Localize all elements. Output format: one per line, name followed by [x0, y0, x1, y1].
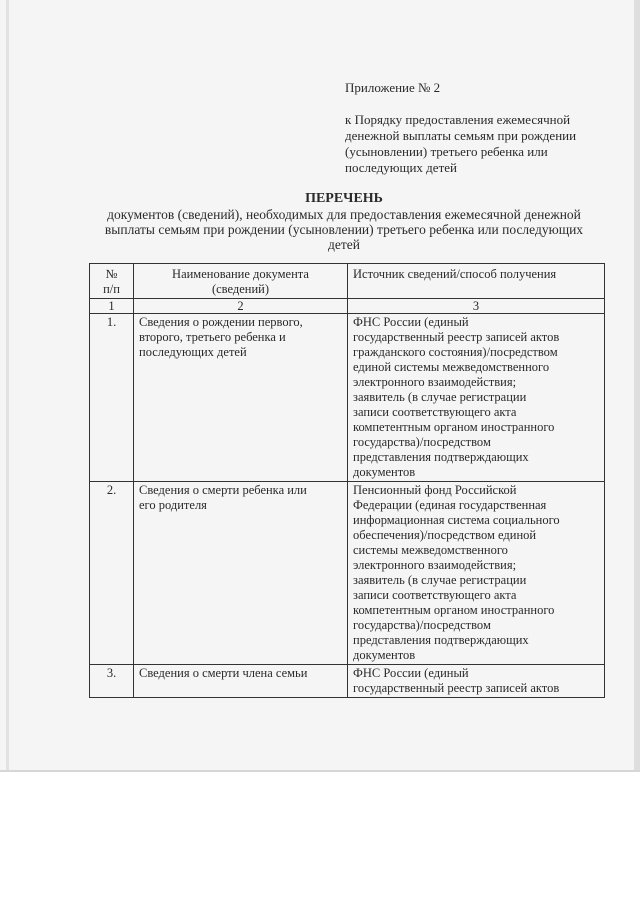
appendix-line: (усыновлении) третьего ребенка или	[345, 144, 548, 159]
row-source-line: государственный реестр записей актов	[353, 681, 560, 695]
column-number-row	[90, 299, 605, 314]
row-number: 3.	[90, 665, 134, 698]
appendix-number: Приложение № 2	[345, 80, 441, 95]
document-subtitle-line: выплаты семьям при рождении (усыновлении) третьего ребенка или последующих	[104, 222, 584, 237]
row-source-line: документов	[353, 465, 416, 479]
column-number: 1	[90, 299, 134, 314]
appendix-line: денежной выплаты семьям при рождении	[345, 128, 577, 143]
row-name-line: второго, третьего ребенка и	[139, 330, 286, 344]
row-source-line: электронного взаимодействия;	[353, 375, 517, 389]
row-source-line: документов	[353, 648, 416, 662]
row-source-line: записи соответствующего акта	[353, 588, 517, 602]
document-subtitle-line: документов (сведений), необходимых для предоставления ежемесячной денежной	[107, 207, 581, 222]
row-source-line: информационная система социального	[353, 513, 560, 527]
row-name-line: Сведения о смерти ребенка или	[139, 483, 307, 497]
header-num	[90, 264, 134, 299]
row-source	[348, 665, 605, 698]
row-name-line: Сведения о смерти члена семьи	[139, 666, 308, 680]
column-number: 2	[134, 299, 348, 314]
row-source-line: представления подтверждающих	[353, 633, 529, 647]
row-number: 1.	[90, 314, 134, 482]
row-source-line: единой системы межведомственного	[353, 360, 550, 374]
row-source	[348, 482, 605, 665]
appendix-line: последующих детей	[345, 160, 457, 175]
appendix-block	[345, 80, 615, 176]
row-source-line: электронного взаимодействия;	[353, 558, 517, 572]
table-row	[90, 482, 605, 665]
row-source	[348, 314, 605, 482]
row-name	[134, 665, 348, 698]
table-row	[90, 314, 605, 482]
header-num-line: п/п	[103, 282, 120, 296]
row-source-line: государственный реестр записей актов	[353, 330, 560, 344]
table-row	[90, 665, 605, 698]
row-source-line: компетентным органом иностранного	[353, 420, 555, 434]
document-title-block	[80, 191, 608, 252]
appendix-line: к Порядку предоставления ежемесячной	[345, 112, 571, 127]
row-source-line: записи соответствующего акта	[353, 405, 517, 419]
scan-edge-right	[634, 0, 640, 770]
row-source-line: ФНС России (единый	[353, 315, 469, 329]
row-source-line: ФНС России (единый	[353, 666, 469, 680]
header-source	[348, 264, 605, 299]
document-title: ПЕРЕЧЕНЬ	[305, 191, 383, 206]
row-source-line: обеспечения)/посредством единой	[353, 528, 537, 542]
header-name-line: (сведений)	[211, 282, 270, 296]
table-header-row	[90, 264, 605, 299]
documents-table	[89, 263, 605, 698]
row-source-line: заявитель (в случае регистрации	[353, 390, 527, 404]
header-num-line: №	[105, 267, 118, 281]
row-name	[134, 482, 348, 665]
document-subtitle-line: детей	[328, 237, 360, 252]
row-source-line: государства)/посредством	[353, 435, 491, 449]
row-name-line: последующих детей	[139, 345, 247, 359]
scan-edge-left	[6, 0, 9, 770]
row-name-line: его родителя	[139, 498, 207, 512]
row-name	[134, 314, 348, 482]
row-source-line: компетентным органом иностранного	[353, 603, 555, 617]
row-source-line: Пенсионный фонд Российской	[353, 483, 517, 497]
header-source-line: Источник сведений/способ получения	[353, 267, 557, 281]
row-source-line: системы межведомственного	[353, 543, 508, 557]
column-number: 3	[348, 299, 605, 314]
row-source-line: государства)/посредством	[353, 618, 491, 632]
row-source-line: заявитель (в случае регистрации	[353, 573, 527, 587]
row-source-line: гражданского состояния)/посредством	[353, 345, 558, 359]
row-source-line: Федерации (единая государственная	[353, 498, 547, 512]
row-number: 2.	[90, 482, 134, 665]
header-name-line: Наименование документа	[172, 267, 309, 281]
header-name	[134, 264, 348, 299]
row-name-line: Сведения о рождении первого,	[139, 315, 303, 329]
row-source-line: представления подтверждающих	[353, 450, 529, 464]
